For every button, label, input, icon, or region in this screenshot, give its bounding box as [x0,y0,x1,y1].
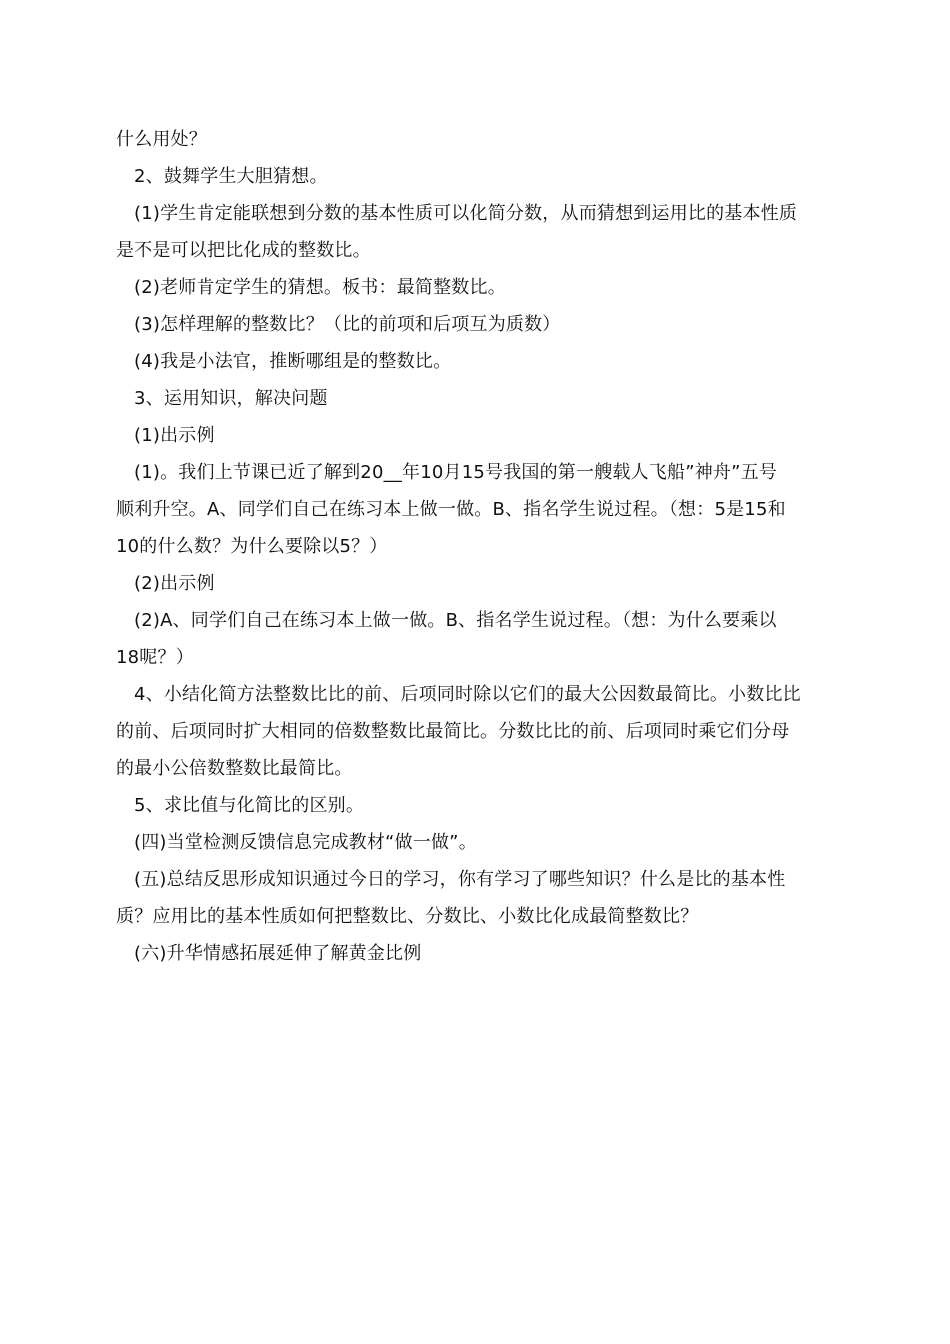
paragraph-line: (1)出示例 [134,425,215,446]
paragraph-line: (4)我是小法官，推断哪组是的整数比。 [134,351,452,372]
paragraph-line: 顺利升空。A、同学们自己在练习本上做一做。B、指名学生说过程。（想：5是15和 [116,499,786,520]
paragraph-line: 3、运用知识，解决问题 [134,388,328,409]
paragraph-line: (五)总结反思形成知识通过今日的学习，你有学习了哪些知识？什么是比的基本性 [134,869,786,890]
paragraph-line: 2、鼓舞学生大胆猜想。 [134,166,328,187]
paragraph-line: 是不是可以把比化成的整数比。 [116,240,371,261]
paragraph-line: (2)出示例 [134,573,215,594]
paragraph-line: (2)A、同学们自己在练习本上做一做。B、指名学生说过程。（想：为什么要乘以 [134,610,777,631]
paragraph-line: 的最小公倍数整数比最简比。 [116,758,353,779]
paragraph-line: 4、小结化简方法整数比比的前、后项同时除以它们的最大公因数最简比。小数比比 [134,684,801,705]
document-body [116,121,838,972]
paragraph-line: 质？应用比的基本性质如何把整数比、分数比、小数比化成最简整数比？ [116,906,699,927]
paragraph-line: (六)升华情感拓展延伸了解黄金比例 [134,943,422,964]
paragraph-line: (1)学生肯定能联想到分数的基本性质可以化简分数，从而猜想到运用比的基本性质 [134,203,798,224]
paragraph-line: (3)怎样理解的整数比？（比的前项和后项互为质数） [134,314,561,335]
paragraph-line: (四)当堂检测反馈信息完成教材“做一做”。 [134,832,477,853]
paragraph-line: 的前、后项同时扩大相同的倍数整数比最简比。分数比比的前、后项同时乘它们分母 [116,721,790,742]
paragraph-line: 18呢？） [116,647,194,668]
paragraph-line: 什么用处？ [116,129,207,150]
paragraph-line: 5、求比值与化简比的区别。 [134,795,365,816]
paragraph-line: 10的什么数？为什么要除以5？） [116,536,388,557]
paragraph-line: (1)。我们上节课已近了解到20__年10月15号我国的第一艘载人飞船”神舟”五号 [134,462,778,483]
paragraph-line: (2)老师肯定学生的猜想。板书：最简整数比。 [134,277,506,298]
